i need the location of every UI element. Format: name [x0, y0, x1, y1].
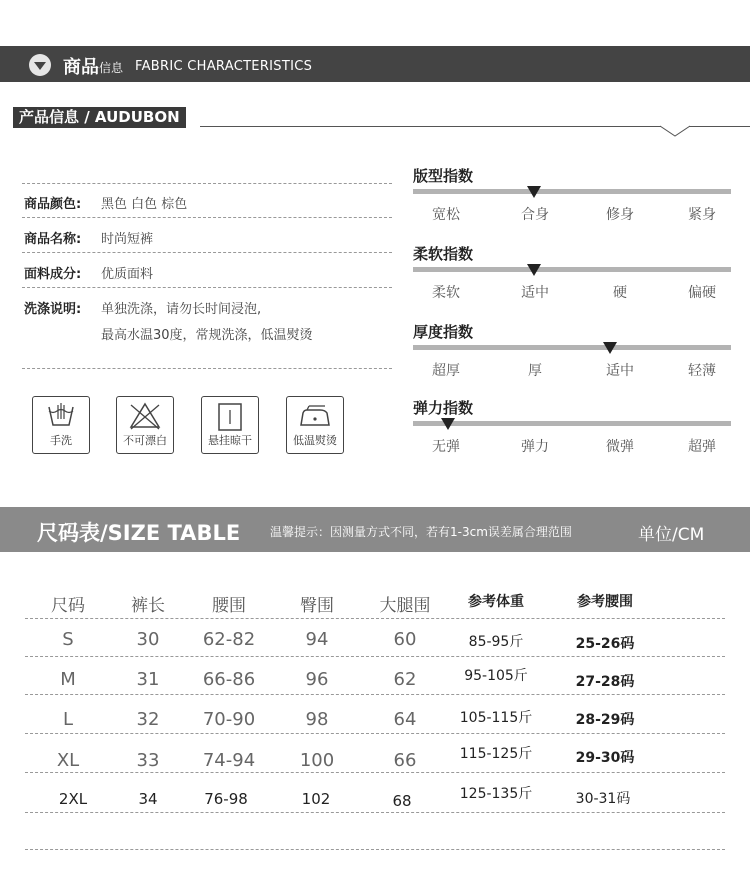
table-cell: 66-86: [202, 669, 256, 690]
care-hang-dry: [201, 396, 259, 454]
index-bar: [413, 189, 731, 194]
table-divider: [25, 618, 725, 619]
table-divider: [25, 812, 725, 813]
table-cell: 96: [305, 669, 329, 690]
table-cell: L: [62, 709, 74, 730]
table-cell: 85-95斤: [468, 634, 524, 650]
table-cell: 125-135斤: [459, 786, 533, 802]
table-cell: 74-94: [202, 750, 256, 771]
divider: [22, 183, 392, 184]
size-table-tip: 温馨提示：因测量方式不同，若有1-3cm误差属合理范围: [270, 525, 572, 539]
index-marker-icon: [441, 418, 455, 430]
table-header: 尺码: [51, 596, 85, 616]
index-title: 版型指数: [413, 167, 474, 185]
index-option: 超厚: [432, 363, 460, 379]
index-option: 修身: [606, 207, 634, 223]
table-cell: S: [62, 629, 74, 650]
index-title: 厚度指数: [413, 323, 474, 341]
table-cell: 68: [392, 792, 412, 810]
index-option: 弹力: [521, 439, 549, 455]
index-option: 微弹: [606, 439, 634, 455]
table-cell: 29-30码: [575, 750, 635, 766]
index-marker-icon: [603, 342, 617, 354]
table-header: 腰围: [212, 596, 246, 616]
care-label: 低温熨烫: [293, 434, 337, 447]
care-label: 悬挂晾干: [208, 434, 252, 447]
divider: [22, 217, 392, 218]
index-bar: [413, 421, 731, 426]
table-cell: 66: [393, 750, 417, 771]
table-divider: [25, 656, 725, 657]
header-title-sub: 信息: [99, 61, 124, 75]
table-cell: M: [60, 669, 76, 690]
table-header: 臀围: [300, 596, 334, 616]
table-cell: 60: [393, 629, 417, 650]
table-header: 参考腰围: [577, 594, 633, 610]
table-divider: [25, 733, 725, 734]
table-cell: 25-26码: [575, 636, 635, 652]
index-option: 超弹: [688, 439, 716, 455]
index-option: 厚: [528, 363, 542, 379]
index-bar: [413, 267, 731, 272]
attr-label: 商品名称:: [24, 232, 82, 247]
table-cell: 102: [301, 790, 331, 808]
index-option: 柔软: [432, 285, 460, 301]
low-iron-icon: [287, 399, 343, 433]
index-option: 硬: [613, 285, 627, 301]
index-option: 紧身: [688, 207, 716, 223]
header-title-en: FABRIC CHARACTERISTICS: [135, 59, 313, 74]
attr-value: 单独洗涤，请勿长时间浸泡,: [101, 302, 262, 317]
attr-value: 黑色 白色 棕色: [101, 197, 188, 212]
attr-value: 优质面料: [101, 267, 154, 282]
attr-value-2: 最高水温30度，常规洗涤，低温熨烫: [101, 328, 313, 343]
table-cell: 115-125斤: [459, 746, 533, 762]
index-option: 宽松: [432, 207, 460, 223]
table-divider: [25, 694, 725, 695]
table-cell: 30-31码: [575, 791, 631, 807]
hang-dry-icon: [202, 399, 258, 433]
index-option: 适中: [521, 285, 549, 301]
divider: [22, 252, 392, 253]
table-header: 大腿围: [379, 596, 431, 616]
table-cell: 28-29码: [575, 712, 635, 728]
care-no-bleach: [116, 396, 174, 454]
table-cell: 34: [138, 790, 158, 808]
table-cell: 32: [136, 709, 160, 730]
table-cell: 94: [305, 629, 329, 650]
table-cell: 95-105斤: [464, 668, 528, 684]
header-title-main: 商品: [63, 57, 99, 78]
divider: [22, 287, 392, 288]
table-cell: 100: [299, 750, 335, 771]
divider: [22, 368, 392, 369]
table-cell: XL: [56, 750, 80, 771]
care-label: 手洗: [50, 434, 72, 447]
notch-icon: [660, 125, 690, 137]
index-bar: [413, 345, 731, 350]
table-cell: 64: [393, 709, 417, 730]
table-cell: 98: [305, 709, 329, 730]
table-divider: [25, 772, 725, 773]
table-cell: 62: [393, 669, 417, 690]
index-marker-icon: [527, 186, 541, 198]
table-cell: 27-28码: [575, 674, 635, 690]
table-divider: [25, 849, 725, 850]
table-header: 裤长: [131, 596, 165, 616]
table-cell: 62-82: [202, 629, 256, 650]
table-header: 参考体重: [468, 594, 524, 610]
care-low-iron: [286, 396, 344, 454]
index-marker-icon: [527, 264, 541, 276]
hand-wash-icon: [33, 399, 89, 433]
chevron-down-icon: [29, 54, 51, 76]
table-cell: 31: [136, 669, 160, 690]
table-cell: 2XL: [58, 790, 88, 808]
index-title: 弹力指数: [413, 399, 474, 417]
table-cell: 30: [136, 629, 160, 650]
attr-label: 洗涤说明:: [24, 302, 82, 317]
index-title: 柔软指数: [413, 245, 474, 263]
size-table-title: 尺码表/SIZE TABLE: [37, 521, 241, 545]
size-table-unit: 单位/CM: [638, 525, 705, 545]
attr-label: 面料成分:: [24, 267, 82, 282]
index-option: 偏硬: [688, 285, 716, 301]
table-cell: 70-90: [202, 709, 256, 730]
attr-label: 商品颜色:: [24, 197, 82, 212]
index-option: 轻薄: [688, 363, 716, 379]
index-option: 合身: [521, 207, 549, 223]
table-cell: 76-98: [204, 790, 248, 808]
product-info-label: 产品信息 / AUDUBON: [13, 107, 186, 128]
attr-value: 时尚短裤: [101, 232, 154, 247]
care-hand-wash: [32, 396, 90, 454]
table-cell: 33: [136, 750, 160, 771]
index-option: 适中: [606, 363, 634, 379]
table-cell: 105-115斤: [459, 710, 533, 726]
index-option: 无弹: [432, 439, 460, 455]
no-bleach-icon: [117, 399, 173, 433]
care-label: 不可漂白: [123, 434, 167, 447]
